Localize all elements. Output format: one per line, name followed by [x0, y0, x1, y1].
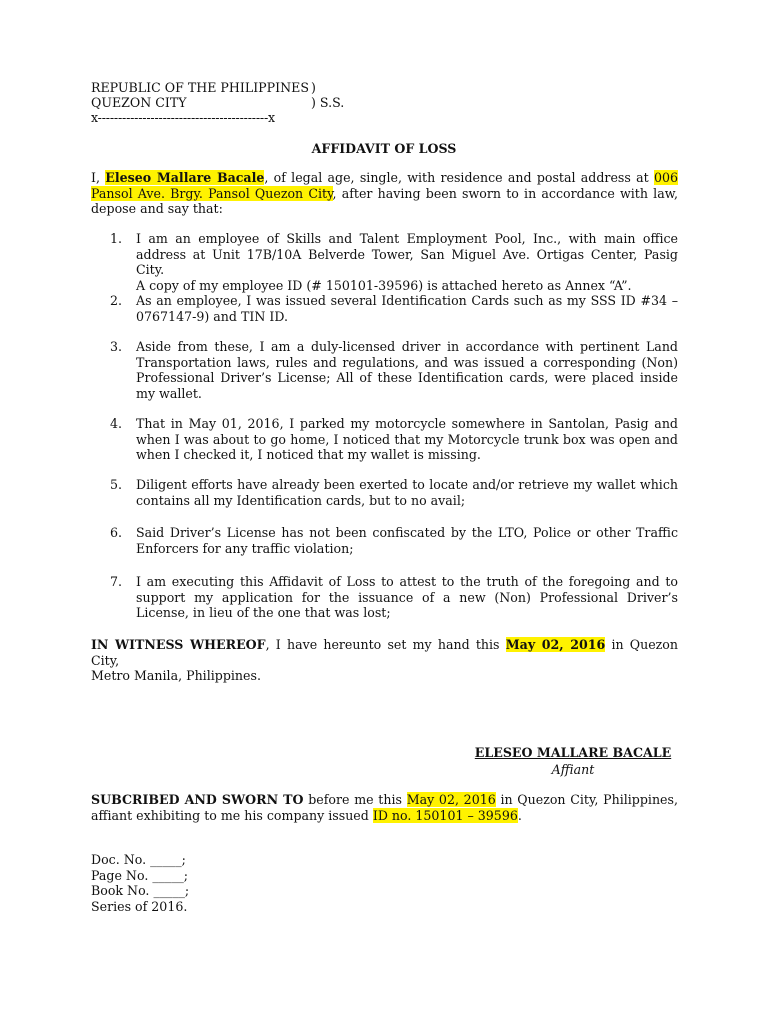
- signature-name: ELESEO MALLARE BACALE: [474, 745, 672, 760]
- witness-line-2: Metro Manila, Philippines.: [91, 668, 261, 683]
- intro-line-3: depose and say that:: [91, 201, 223, 216]
- witness-date: May 02, 2016: [505, 637, 606, 652]
- witness-bold: IN WITNESS WHEREOF: [91, 637, 266, 652]
- statement-text: [136, 477, 678, 508]
- statement-line: 0767147-9) and TIN ID.: [136, 308, 288, 324]
- address-part-2: Pansol Ave. Brgy. Pansol Quezon City: [91, 185, 333, 201]
- statement-line: my wallet.: [136, 385, 202, 401]
- venue-republic: [91, 80, 309, 96]
- statement-line: That in May 01, 2016, I parked my motorcycle somewhere in Santolan, Pasig and: [136, 416, 678, 431]
- sworn-after: in Quezon City, Philippines,: [500, 792, 678, 807]
- sworn-line-2: [91, 808, 678, 824]
- witness-after: in Quezon City,: [91, 637, 679, 668]
- venue-divider: x------------------------------------------x: [91, 110, 275, 125]
- statement-number: 5.: [110, 477, 123, 492]
- statement-line: Aside from these, I am a duly-licensed driver in accordance with pertinent Land: [136, 339, 678, 354]
- statement-text: [136, 525, 678, 556]
- document-title: AFFIDAVIT OF LOSS: [311, 141, 457, 156]
- affiant-name: Eleseo Mallare Bacale: [105, 170, 265, 185]
- sworn-text: before me this: [308, 792, 402, 807]
- witness-paragraph: [91, 637, 678, 684]
- statement-number: 7.: [110, 574, 123, 589]
- sworn-line-1: [91, 792, 678, 808]
- intro-paragraph: [91, 170, 678, 217]
- statement-text: [136, 231, 678, 293]
- statement-number: 6.: [110, 525, 123, 540]
- republic-text: REPUBLIC OF THE PHILIPPINES: [91, 80, 309, 95]
- signature-role: Affiant: [551, 762, 595, 777]
- statement-line: A copy of my employee ID (# 150101-39596) is attached hereto as Annex “A”.: [136, 277, 632, 293]
- statement-number: 1.: [110, 231, 123, 246]
- notary-page-no: Page No. _____;: [91, 868, 189, 883]
- venue-city: QUEZON CITY: [91, 95, 187, 110]
- statement-line: Transportation laws, rules and regulations, and was issued a corresponding (Non): [136, 354, 678, 370]
- statement-line: when I was about to go home, I noticed that my Motorcycle trunk box was open and: [136, 431, 678, 447]
- intro-mid: , of legal age, single, with residence and postal address at: [264, 170, 649, 185]
- statement-line: Professional Driver’s License; All of these Identification cards, were placed inside: [136, 370, 678, 385]
- notary-doc-no: Doc. No. _____;: [91, 852, 186, 867]
- witness-text: , I have hereunto set my hand this: [265, 637, 500, 652]
- statement-text: [136, 293, 678, 324]
- statement-line: contains all my Identification cards, but to no avail;: [136, 492, 466, 508]
- statement-line: Diligent efforts have already been exerted to locate and/or retrieve my wallet which: [136, 477, 678, 492]
- address-part-1: 006: [653, 170, 678, 185]
- sworn-line-2-text: affiant exhibiting to me his company issued: [91, 807, 369, 823]
- intro-line-2: [91, 186, 678, 202]
- statement-line: I am an employee of Skills and Talent Employment Pool, Inc., with main office: [136, 231, 678, 246]
- company-id: ID no. 150101 – 39596: [372, 807, 518, 823]
- statement-line: support my application for the issuance of a new (Non) Professional Driver’s: [136, 589, 678, 605]
- statement-line: Said Driver’s License has not been confiscated by the LTO, Police or other Traffic: [136, 525, 678, 540]
- statement-number: 4.: [110, 416, 123, 431]
- statement-text: [136, 339, 678, 401]
- sworn-paragraph: [91, 792, 678, 823]
- statement-line: License, in lieu of the one that was lost;: [136, 605, 391, 620]
- statement-line: As an employee, I was issued several Identification Cards such as my SSS ID #34 –: [136, 293, 678, 308]
- notary-series: Series of 2016.: [91, 899, 188, 914]
- statement-line: Enforcers for any traffic violation;: [136, 540, 354, 556]
- sworn-bold: SUBCRIBED AND SWORN TO: [91, 792, 304, 807]
- statement-line: address at Unit 17B/10A Belverde Tower, San Miguel Ave. Ortigas Center, Pasig City.: [136, 246, 678, 277]
- statement-line: I am executing this Affidavit of Loss to attest to the truth of the foregoing and to: [136, 574, 678, 589]
- sworn-end: .: [517, 807, 522, 823]
- intro-line-1: [91, 170, 678, 186]
- statement-number: 2.: [110, 293, 123, 308]
- statement-number: 3.: [110, 339, 123, 354]
- statement-text: [136, 574, 678, 621]
- intro-prefix: I,: [91, 170, 100, 185]
- venue-paren: ): [311, 80, 316, 95]
- statement-text: [136, 416, 678, 463]
- statement-line: when I checked it, I noticed that my wallet is missing.: [136, 447, 481, 462]
- venue-ss: ) S.S.: [311, 95, 345, 110]
- notary-book-no: Book No. _____;: [91, 883, 190, 898]
- sworn-date: May 02, 2016: [406, 792, 496, 807]
- intro-rest: , after having been sworn to in accordance with law,: [332, 185, 678, 201]
- witness-line-1: [91, 637, 678, 668]
